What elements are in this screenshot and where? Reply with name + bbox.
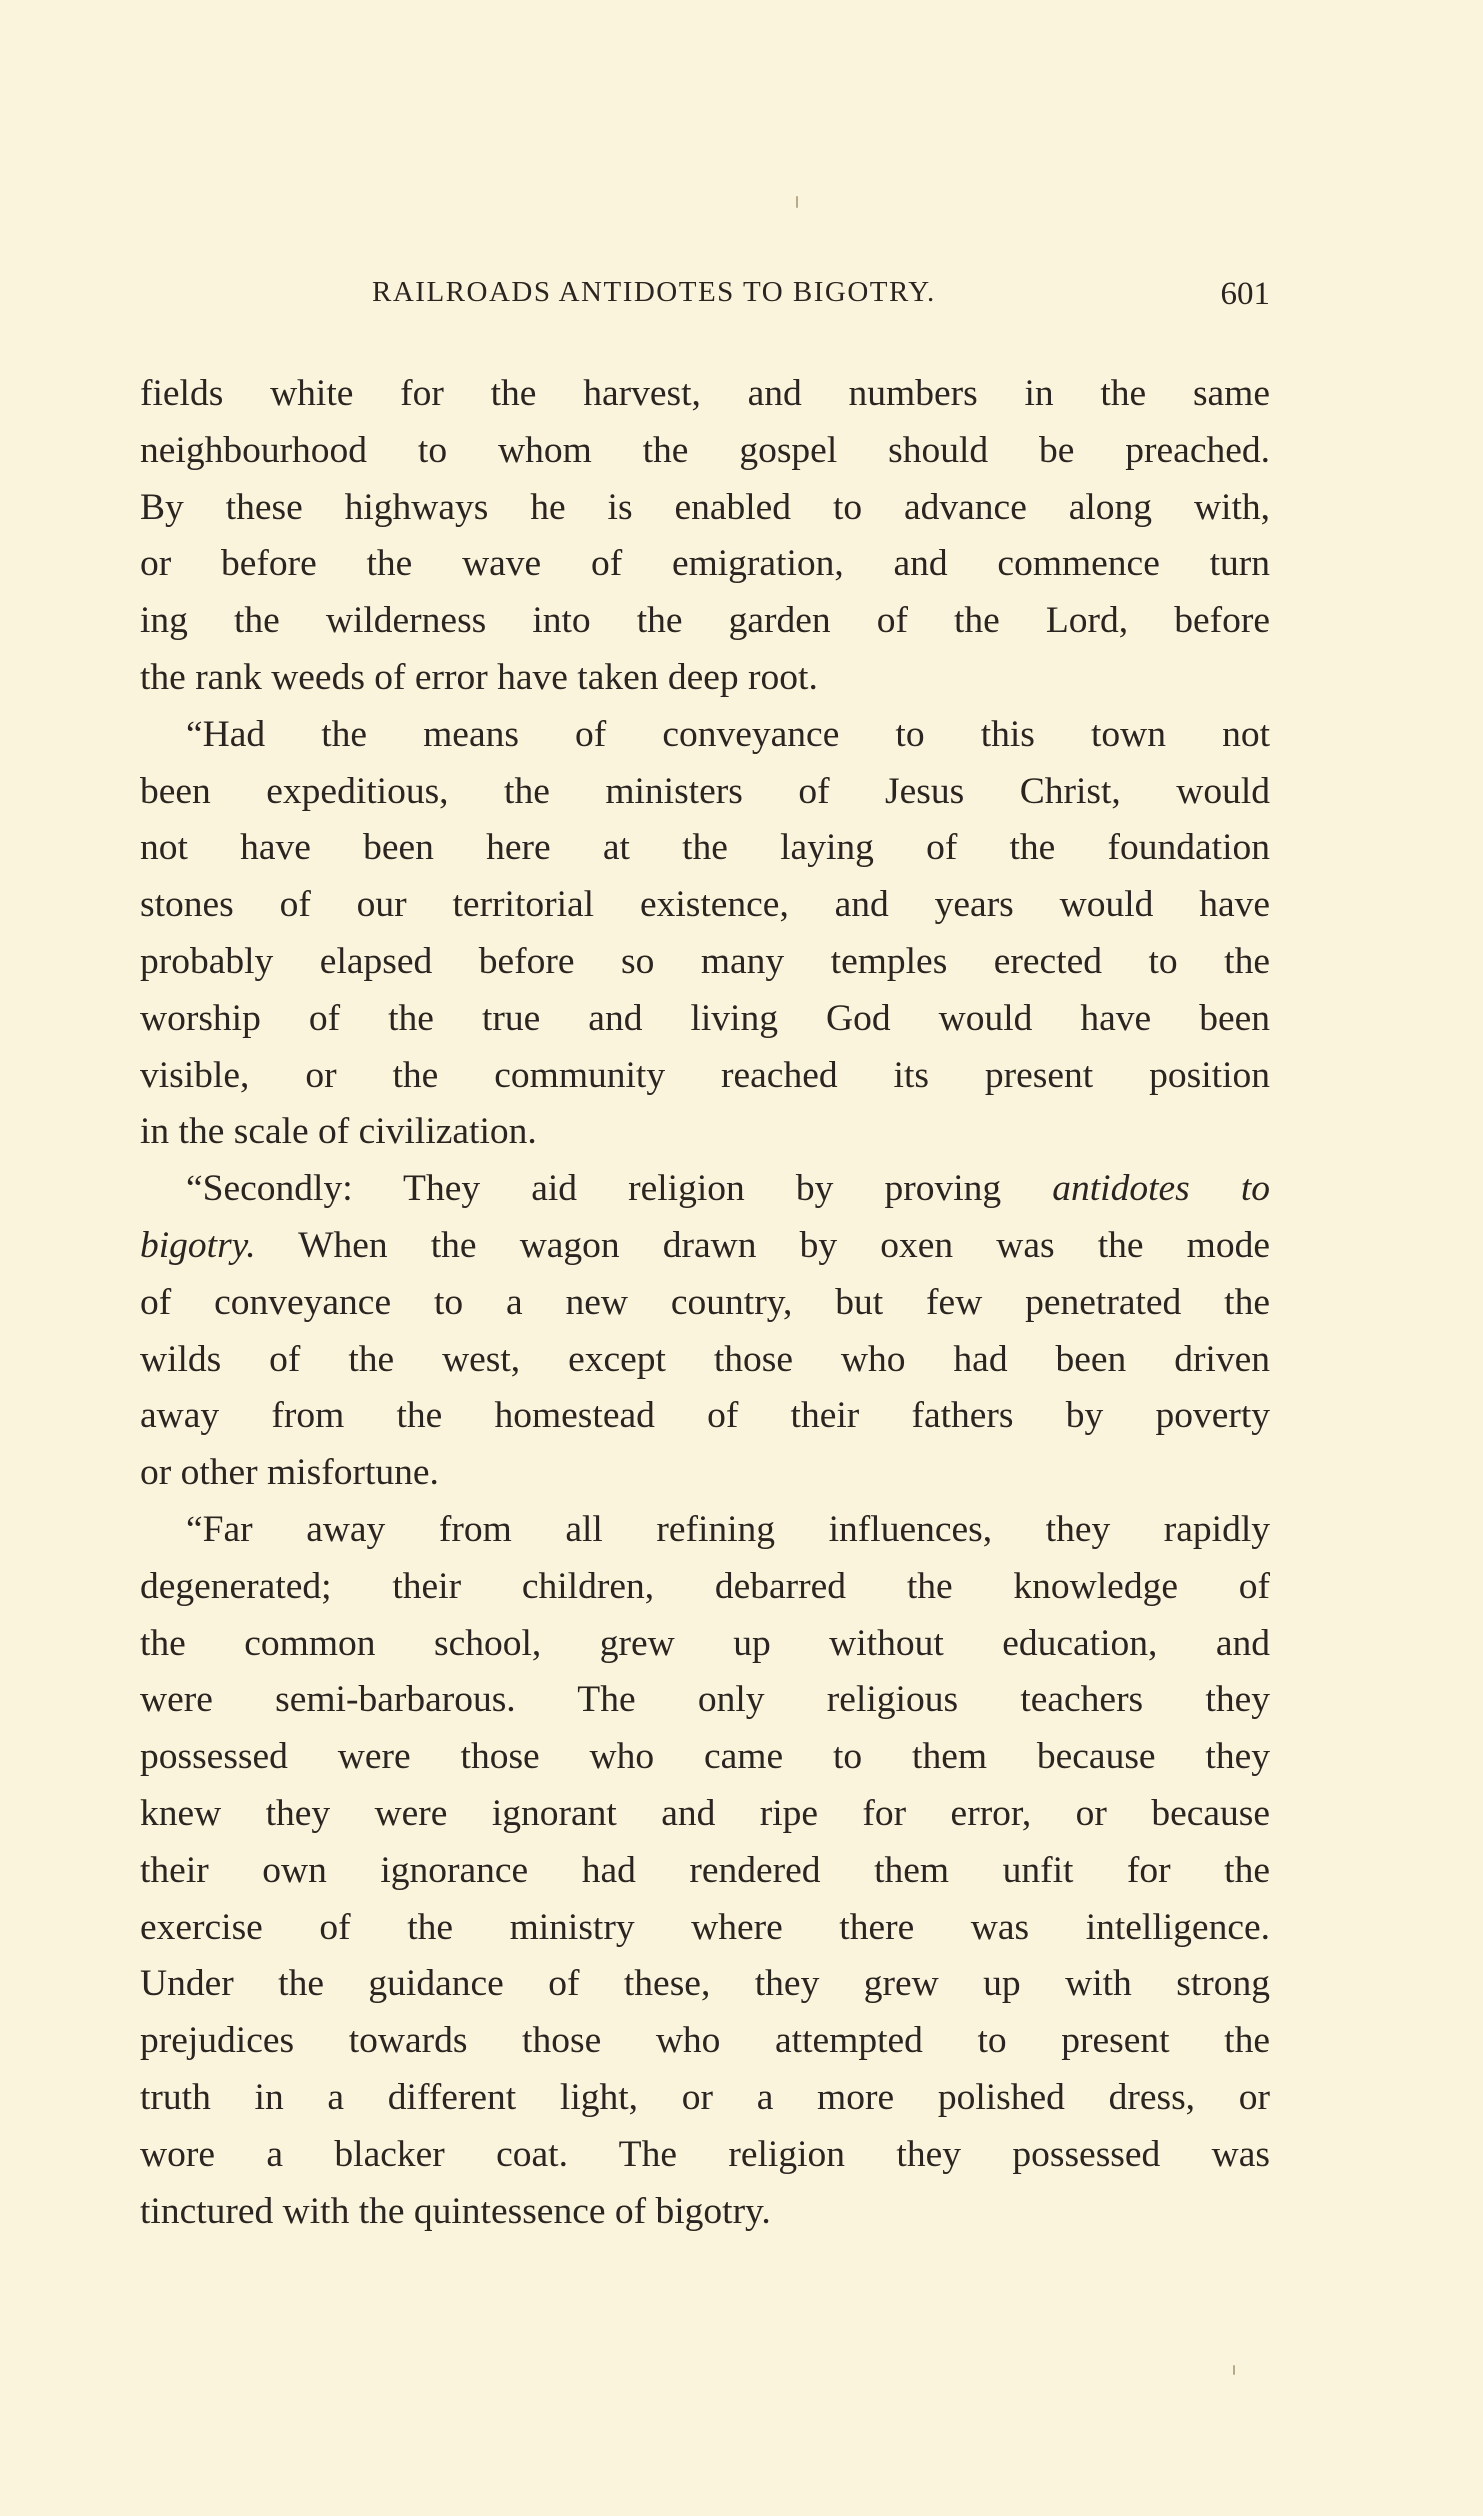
text-line: of conveyance to a new country, but few penetrated the [140,1281,1270,1323]
page-number: 601 [1220,276,1270,312]
text-line: the common school, grew up without education, and [140,1622,1270,1664]
text-line: wilds of the west, except those who had been driven [140,1338,1270,1380]
text-line: neighbourhood to whom the gospel should be preached. [140,429,1270,471]
text-line: not have been here at the laying of the foundation [140,827,1270,869]
text-line: prejudices towards those who attempted to present the [140,2020,1270,2062]
running-title: RAILROADS ANTIDOTES TO BIGOTRY. [372,276,936,308]
text-line: truth in a different light, or a more polished dress, or [140,2076,1270,2118]
text-line: were semi-barbarous. The only religious teachers they [140,1679,1270,1721]
text-line: exercise of the ministry where there was intelligence. [140,1906,1270,1948]
text-line: “Far away from all refining influences, they rapidly [186,1508,1270,1550]
text-line: By these highways he is enabled to advance along with, [140,486,1270,528]
text-line: stones of our territorial existence, and years would have [140,884,1270,926]
text-line: ing the wilderness into the garden of the Lord, before [140,600,1270,642]
text-line: or before the wave of emigration, and commence turn [140,543,1270,585]
italic-phrase: antidotes to [1052,1168,1270,1210]
text-run: “Secondly: They aid religion by proving [186,1168,1053,1210]
text-line: been expeditious, the ministers of Jesus Christ, would [140,770,1270,812]
body-text [140,366,1270,2240]
text-line [140,1218,1270,1275]
text-line: knew they were ignorant and ripe for error, or because [140,1792,1270,1834]
text-line [140,1161,1270,1218]
text-line: probably elapsed before so many temples erected to the [140,940,1270,982]
text-line: Under the guidance of these, they grew up with strong [140,1963,1270,2005]
text-line: wore a blacker coat. The religion they possessed was [140,2133,1270,2175]
text-line: away from the homestead of their fathers by poverty [140,1395,1270,1437]
text-line: worship of the true and living God would have been [140,997,1270,1039]
text-line: or other misfortune. [140,1452,439,1494]
text-line: fields white for the harvest, and numbers in the same [140,373,1270,414]
text-line: the rank weeds of error have taken deep root. [140,656,818,698]
text-line: degenerated; their children, debarred the knowledge of [140,1565,1270,1607]
text-line: their own ignorance had rendered them unfit for the [140,1849,1270,1891]
text-line: in the scale of civilization. [140,1111,537,1153]
text-line: tinctured with the quintessence of bigotry. [140,2190,771,2232]
text-run: When the wagon drawn by oxen was the mode [255,1224,1270,1266]
text-line: possessed were those who came to them because they [140,1736,1270,1778]
italic-phrase: bigotry. [140,1224,256,1266]
text-line: visible, or the community reached its present position [140,1054,1270,1096]
running-head [140,276,1270,316]
text-line: “Had the means of conveyance to this town not [186,713,1270,755]
